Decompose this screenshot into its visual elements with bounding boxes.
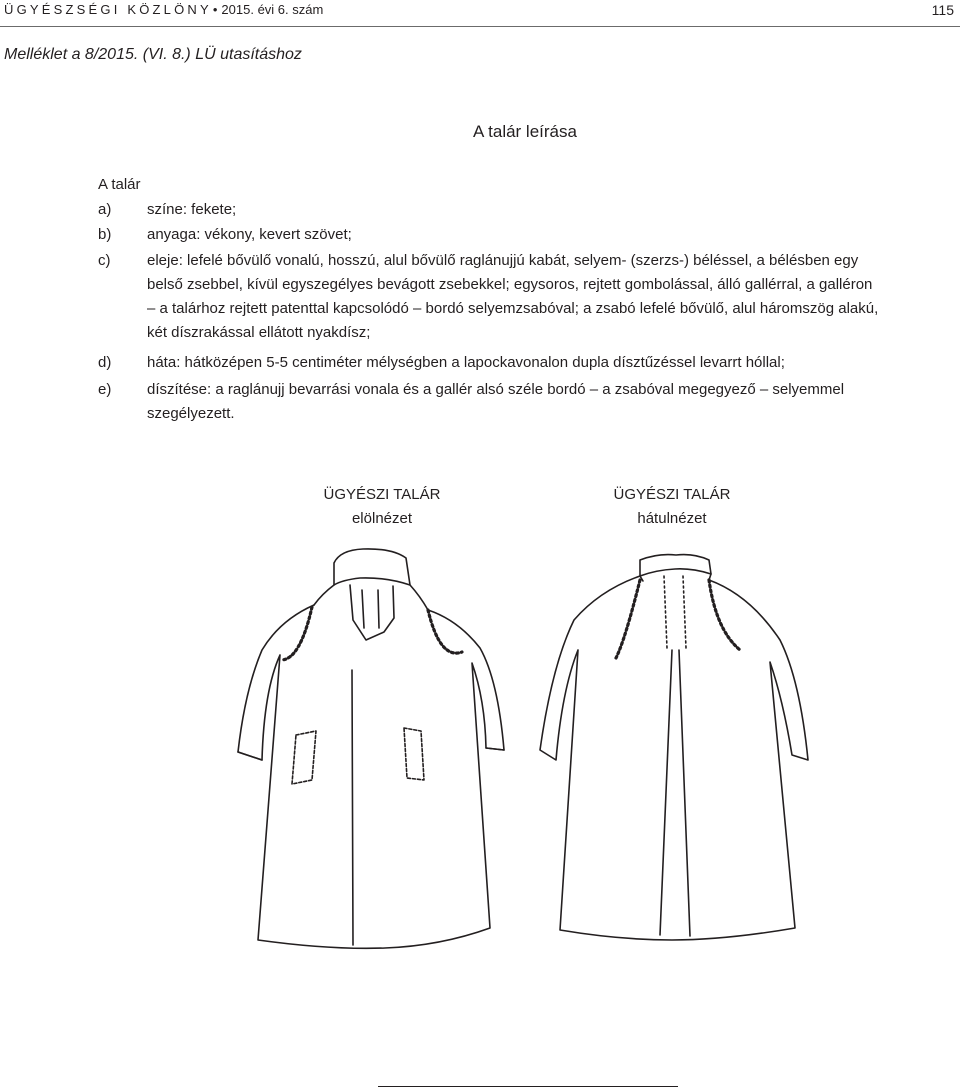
header-separator: • bbox=[212, 2, 218, 17]
list-item-text: eleje: lefelé bővülő vonalú, hosszú, alul bővülő raglánujjú kabát, selyem- (szerzs-) béléssel, a bélésben egy belső zsebbel, kívül egyszegélyes bevágott zsebekkel; egysoros, rejtett gombolással, álló gallérral, a galléron – a talárhoz rejtett patenttal kapcsolódó – bordó selyemzsabóval; a zsabó lefelé bővülő, alul háromszög alakú, két díszrakással ellátott nyakdísz; bbox=[147, 252, 879, 341]
intro-text: A talár bbox=[98, 176, 141, 193]
list-item-text: anyaga: vékony, kevert szövet; bbox=[147, 226, 352, 243]
list-item-label: d) bbox=[98, 354, 112, 371]
figure-caption-front: ÜGYÉSZI TALÁR elölnézet bbox=[323, 486, 441, 527]
list-item-label: a) bbox=[98, 201, 112, 218]
robe-front-drawing bbox=[238, 549, 504, 948]
list-item-text: díszítése: a raglánujj bevarrási vonala és a gallér alsó széle bordó – a zsabóval megegyező – selyemmel szegélyezett. bbox=[147, 381, 845, 422]
figure-caption-back: ÜGYÉSZI TALÁR hátulnézet bbox=[613, 486, 731, 527]
document-title: A talár leírása bbox=[473, 122, 577, 141]
page-number: 115 bbox=[931, 2, 954, 18]
list-item-text: háta: hátközépen 5-5 centiméter mélységben a lapockavonalon dupla dísztűzéssel levarrt hóllal; bbox=[147, 354, 785, 371]
robe-back-drawing bbox=[540, 555, 808, 940]
footer-rule bbox=[378, 1086, 678, 1087]
list-item-text: színe: fekete; bbox=[147, 201, 237, 218]
list-item-label: b) bbox=[98, 226, 112, 243]
publication-name: ÜGYÉSZSÉGI KÖZLÖNY• 2015. évi 6. szám bbox=[4, 2, 324, 17]
annex-title: Melléklet a 8/2015. (VI. 8.) LÜ utasításhoz bbox=[4, 46, 302, 63]
list-item-label: e) bbox=[98, 381, 112, 398]
issue-info: 2015. évi 6. szám bbox=[221, 2, 324, 17]
list-item-label: c) bbox=[98, 252, 111, 269]
